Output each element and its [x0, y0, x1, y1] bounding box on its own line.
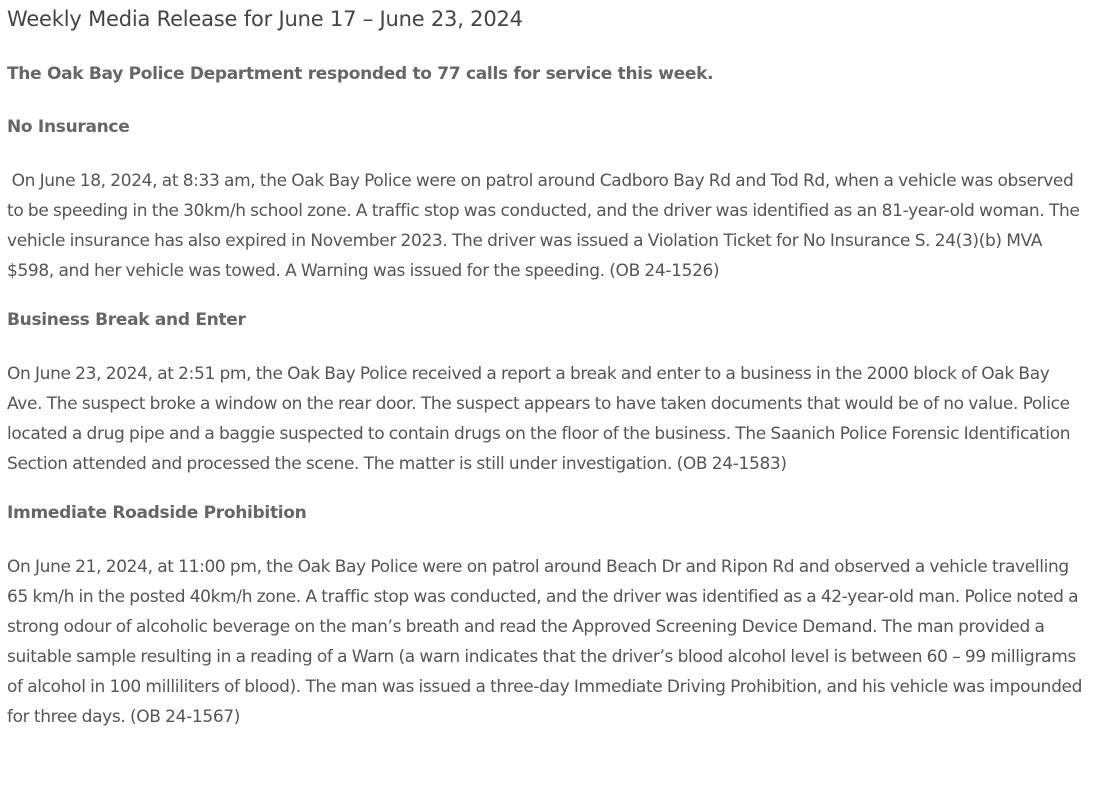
section-body-business-break-and-enter: On June 23, 2024, at 2:51 pm, the Oak Bay Police received a report a break and enter to a business in the 2000 block of Oak Bay Ave. The suspect broke a window on the rear door. The suspect appears to have taken documents that would be of no value. Police located a drug pipe and a baggie suspected to contain drugs on the floor of the business. The Saanich Police Forensic Identification Section attended and processed the scene. The matter is still under investigation. (OB 24-1583) [7, 364, 1071, 474]
section-body-no-insurance: On June 18, 2024, at 8:33 am, the Oak Bay Police were on patrol around Cadboro Bay Rd and Tod Rd, when a vehicle was observed to be speeding in the 30km/h school zone. A traffic stop was conducted, and the driver was identified as an 81-year-old woman. The vehicle insurance has also expired in November 2023. The driver was issued a Violation Ticket for No Insurance S. 24(3)(b) MVA $598, and her vehicle was towed. A Warning was issued for the speeding. (OB 24-1526) [7, 171, 1085, 281]
section-heading-immediate-roadside-prohibition: Immediate Roadside Prohibition [7, 503, 307, 523]
calls-summary: The Oak Bay Police Department responded to 77 calls for service this week. [7, 64, 714, 84]
section-heading-no-insurance: No Insurance [7, 117, 130, 137]
section-body-immediate-roadside-prohibition: On June 21, 2024, at 11:00 pm, the Oak Bay Police were on patrol around Beach Dr and Ripon Rd and observed a vehicle travelling 65 km/h in the posted 40km/h zone. A traffic stop was conducted, and the driver was identified as a 42-year-old man. Police noted a strong odour of alcoholic beverage on the man’s breath and read the Approved Screening Device Demand. The man provided a suitable sample resulting in a reading of a Warn (a warn indicates that the driver’s blood alcohol level is between 60 – 99 milligrams of alcohol in 100 milliliters of blood). The man was issued a three-day Immediate Driving Prohibition, and his vehicle was impounded for three days. (OB 24-1567) [7, 557, 1083, 727]
page-title: Weekly Media Release for June 17 – June 23, 2024 [7, 7, 523, 31]
section-heading-business-break-and-enter: Business Break and Enter [7, 310, 246, 330]
